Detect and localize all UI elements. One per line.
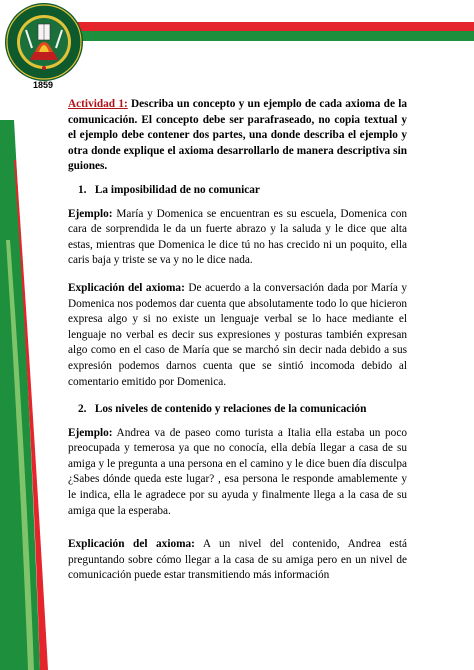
explanation-label: Explicación del axioma:: [68, 538, 195, 551]
header-red-bar: [70, 22, 474, 31]
section-title: La imposibilidad de no comunicar: [94, 183, 260, 196]
example-label: Ejemplo:: [68, 426, 113, 439]
seal-year: 1859: [32, 80, 54, 90]
activity-label: Actividad 1:: [68, 98, 128, 110]
header-green-bar: [70, 31, 474, 41]
explanation-text: De acuerdo a la conversación dada por María y Domenica nos podemos dar cuenta que absolutamente todo lo que hicieron expresa algo y si no existe un lenguaje verbal se lo hace mediante el lenguaje no verbal es decir sus expresiones y posturas también expresan algo como en el caso de María que se marchó sin decir nada debido a sus expresión podemos darnos cuenta que se sintió incomoda debido al comentario emitido por Domenica.: [68, 281, 407, 388]
activity-instructions-text: Describa un concepto y un ejemplo de cada axioma de la comunicación. El concepto debe ser parafraseado, no copia textual y el ejemplo debe contener dos partes, una donde describa el ejemplo y otra donde explique el axioma desarrollarlo de manera descriptiva sin guiones.: [68, 98, 408, 173]
activity-instructions: [68, 97, 407, 175]
document-body: [68, 97, 407, 584]
section-number: 1.: [78, 183, 87, 196]
side-ribbon-decoration: [0, 120, 66, 670]
explanation-paragraph: [68, 281, 407, 390]
explanation-label: Explicación del axioma:: [68, 281, 185, 294]
example-text: Andrea va de paseo como turista a Italia ella estaba un poco preocupada y temerosa ya que no conocía, ella debía llegar a casa de su amiga y le pregunta a una persona en el camino y le dice buen día disculpa ¿Sabes dónde queda este lugar? , esa persona le responde amablemente y le indica, ella le agradece por su ayuda y finalmente llega a la casa de su amiga que la esperaba.: [68, 426, 407, 517]
example-text: María y Domenica se encuentran es su escuela, Domenica con cara de sorprendida le da un fuerte abrazo y la saluda y le dice que alta estas, mientras que Domenica le dice tú no has crecido ni un poquito, ella caris baja y triste se va y no le dice nada.: [68, 207, 407, 267]
explanation-text: A un nivel del contenido, Andrea está preguntando sobre cómo llegar a la casa de su amiga pero en un nivel de comunicación puede estar transmitiendo más información: [68, 538, 407, 582]
section-heading: [68, 183, 407, 199]
example-label: Ejemplo:: [68, 207, 113, 220]
section-heading: [68, 402, 407, 418]
section-title: Los niveles de contenido y relaciones de la comunicación: [94, 403, 367, 416]
section-number: 2.: [78, 403, 87, 416]
example-paragraph: [68, 207, 407, 269]
example-paragraph: [68, 426, 407, 520]
explanation-paragraph: [68, 537, 407, 584]
